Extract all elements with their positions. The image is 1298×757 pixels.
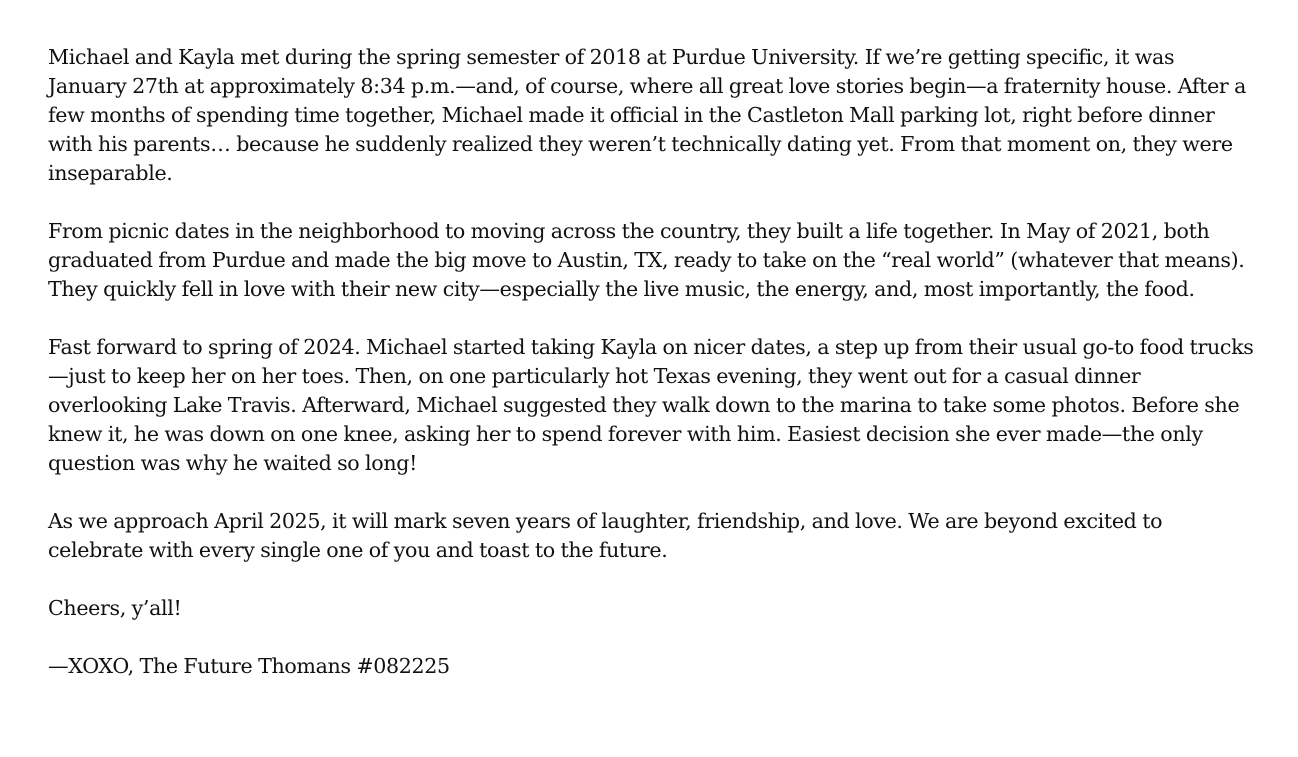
- story-paragraph-how-they-met: Michael and Kayla met during the spring semester of 2018 at Purdue University. If we’re getting specific, it was January 27th at approximately 8:34 p.m.—and, of course, where all great love stories begin—a fraternity house. After a few months of spending time together, Michael made it official in the Castleton Mall parking lot, right before dinner with his parents… because he suddenly realized they weren’t technically dating yet. From that moment on, they were inseparable.: [48, 45, 1247, 185]
- story-signature: —XOXO, The Future Thomans #082225: [48, 654, 450, 678]
- story-closing-cheers: Cheers, y’all!: [48, 596, 182, 620]
- story-paragraph-moving-to-austin: From picnic dates in the neighborhood to moving across the country, they built a life together. In May of 2021, both graduated from Purdue and made the big move to Austin, TX, ready to take on the “real world” (whatever that means). They quickly fell in love with their new city—especially the live music, the energy, and, most importantly, the food.: [48, 219, 1245, 301]
- story-paragraph-proposal: Fast forward to spring of 2024. Michael started taking Kayla on nicer dates, a step up from their usual go-to food trucks—just to keep her on her toes. Then, on one particularly hot Texas evening, they went out for a casual dinner overlooking Lake Travis. Afterward, Michael suggested they walk down to the marina to take some photos. Before she knew it, he was down on one knee, asking her to spend forever with him. Easiest decision she ever made—the only question was why he waited so long!: [48, 335, 1254, 475]
- story-paragraph-celebration: As we approach April 2025, it will mark seven years of laughter, friendship, and love. We are beyond excited to celebrate with every single one of you and toast to the future.: [48, 509, 1163, 562]
- our-story-text: [48, 43, 1258, 681]
